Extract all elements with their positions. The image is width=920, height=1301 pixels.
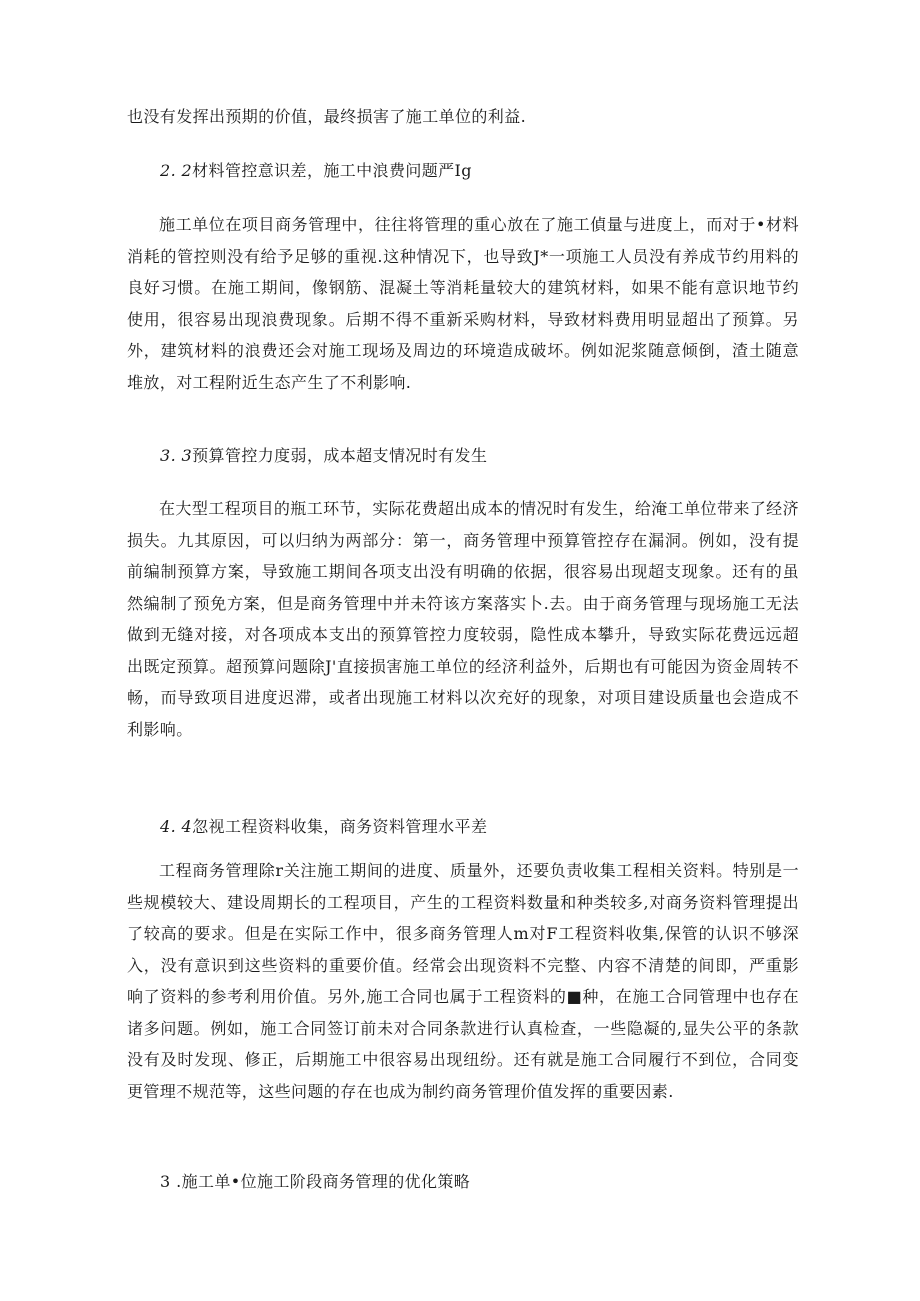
section-heading-4-4 xyxy=(160,811,487,843)
paragraph-material-control: 施工单位在项目商务管理中，往往将管理的重心放在了施工偵量与进度上，而对于•材料消耗的管控则没有给予足够的重视.这种情况下，也导致J*一项施工人员没有养成节约用料的良好习惯。在施工期间，像钢筋、混凝土等消耗量较大的建筑材料，如果不能有意识地节约使用，很容易出现浪费现象。后期不得不重新采购材料，导致材料费用明显超出了预算。另外，建筑材料的浪费还会对施工现场及周边的环境造成破坏。例如泥浆随意倾倒，渣土随意堆放，对工程附近生态产生了不利影响. xyxy=(127,215,799,392)
section-title: 材料管控意识差，施工中浪费问题严Ig xyxy=(192,161,472,180)
section-number: 3 xyxy=(160,1172,171,1191)
section-title: 预算管控力度弱，成本超支情况时有发生 xyxy=(192,446,488,465)
paragraph-continuation: 也没有发挥出预期的价值，最终损害了施工单位的利益. xyxy=(127,107,527,126)
section-number: 4. 4 xyxy=(160,817,193,836)
section-heading-3-3 xyxy=(160,440,487,472)
section-number: 3. 3 xyxy=(160,446,193,465)
section-heading-2-2 xyxy=(160,155,472,187)
section-title: 忽视工程资料收集，商务资料管理水平差 xyxy=(192,817,488,836)
section-number: 2. 2 xyxy=(160,161,193,180)
paragraph-document-management: 工程商务管理除r关注施工期间的进度、质量外，还要负责收集工程相关资料。特别是一些规模较大、建设周期长的工程项目，产生的工程资料数量和种类较多,对商务资料管理提出了较高的要求。但是在实际工作中，很多商务管理人m对F工程资料收集,保管的认识不够深入，没有意识到这些资料的重要价值。经常会出现资料不完整、内容不清楚的间即，严重影响了资料的参考利用价值。另外,施工合同也属于工程资料的■种，在施工合同管理中也存在诸多问题。例如，施工合同签订前未对合同条款进行认真检查，一些隐凝的,显失公平的条款没有及时发现、修正，后期施工中很容易出现纽纷。还有就是施工合同履行不到位，合同变更管理不规范等，这些问题的存在也成为制约商务管理价值发挥的重要因素. xyxy=(127,861,799,1101)
section-heading-3 xyxy=(160,1166,470,1198)
paragraph-budget-control: 在大型工程项目的瓶工环节，实际花费超出成本的情况时有发生，给淹工单位带来了经济损失。九其原因，可以归纳为两部分：第一，商务管理中预算管控存在漏洞。例如，没有提前编制预算方案，导致施工期间各项支出没有明确的依据，很容易出现超支现象。还有的虽然编制了预免方案，但是商务管理中并未符该方案落实卜.去。由于商务管理与现场施工无法做到无缝对接，对各项成本支出的预算管控力度较弱，隐性成本攀升，导致实际花费远远超出既定预算。超预算问题除J'直接损害施工单位的经济利益外，后期也有可能因为资金周转不畅，而导致项目进度迟滞，或者出现施工材料以次充好的现象，对项目建设质量也会造成不利影响。 xyxy=(127,499,799,739)
section-title: .施工单•位施工阶段商务管理的优化策略 xyxy=(170,1172,471,1191)
